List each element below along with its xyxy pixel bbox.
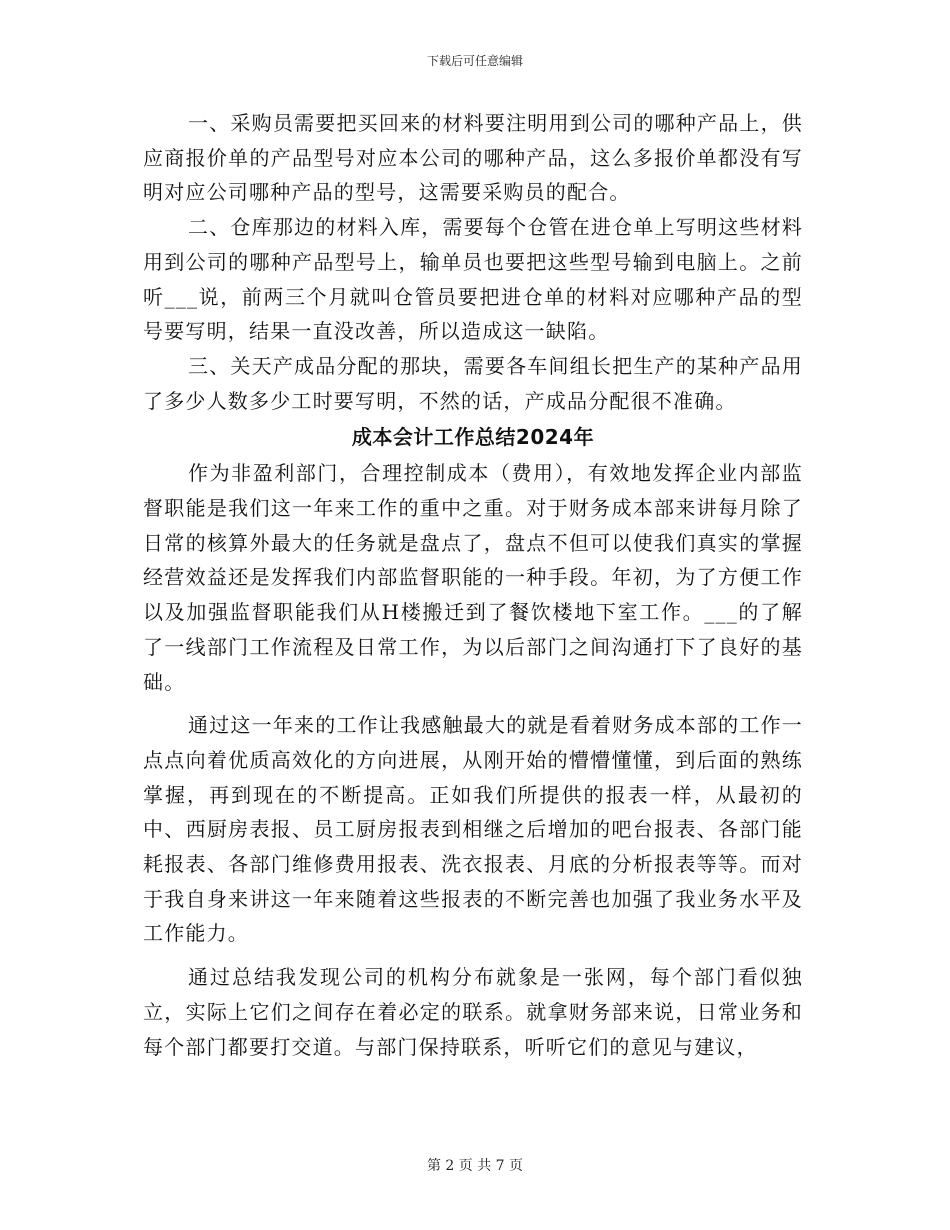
paragraph-item-3: 三、关天产成品分配的那块，需要各车间组长把生产的某种产品用了多少人数多少工时要写明，不然的话，产成品分配很不准确。 [143, 353, 803, 413]
page-header: 下载后可任意编辑 [426, 54, 523, 68]
paragraph-item-1: 一、采购员需要把买回来的材料要注明用到公司的哪种产品上，供应商报价单的产品型号对应本公司的哪种产品，这么多报价单都没有写明对应公司哪种产品的型号，这需要采购员的配合。 [143, 111, 803, 205]
paragraph-network: 通过总结我发现公司的机构分布就象是一张网，每个部门看似独立，实际上它们之间存在着必定的联系。就拿财务部来说，日常业务和每个部门都要打交道。与部门保持联系，听听它们的意见与建议， [143, 965, 803, 1059]
section-title: 成本会计工作总结2024年 [351, 425, 595, 450]
document-body [143, 106, 803, 1064]
page-footer: 第 2 页 共 7 页 [426, 1158, 524, 1174]
paragraph-gap [143, 951, 803, 960]
paragraph-intro: 作为非盈利部门，合理控制成本（费用），有效地发挥企业内部监督职能是我们这一年来工作的重中之重。对于财务成本部来讲每月除了日常的核算外最大的任务就是盘点了，盘点不但可以使我们真实的掌握经营效益还是发挥我们内部监督职能的一种手段。年初，为了方便工作以及加强监督职能我们从H楼搬迁到了餐饮楼地下室工作。___的了解了一线部门工作流程及日常工作，为以后部门之间沟通打下了良好的基础。 [143, 461, 803, 694]
paragraph-item-2: 二、仓库那边的材料入库，需要每个仓管在进仓单上写明这些材料用到公司的哪种产品型号上，输单员也要把这些型号输到电脑上。之前听___说，前两三个月就叫仓管员要把进仓单的材料对应哪种产品的型号要写明，结果一直没改善，所以造成这一缺陷。 [143, 215, 803, 344]
paragraph-gap [143, 699, 803, 708]
paragraph-reports: 通过这一年来的工作让我感触最大的就是看着财务成本部的工作一点点向着优质高效化的方向进展，从刚开始的懵懵懂懂，到后面的熟练掌握，再到现在的不断提高。正如我们所提供的报表一样，从最初的中、西厨房表报、员工厨房报表到相继之后增加的吧台报表、各部门能耗报表、各部门维修费用报表、洗衣报表、月底的分析报表等等。而对于我自身来讲这一年来随着这些报表的不断完善也加强了我业务水平及工作能力。 [143, 713, 803, 946]
